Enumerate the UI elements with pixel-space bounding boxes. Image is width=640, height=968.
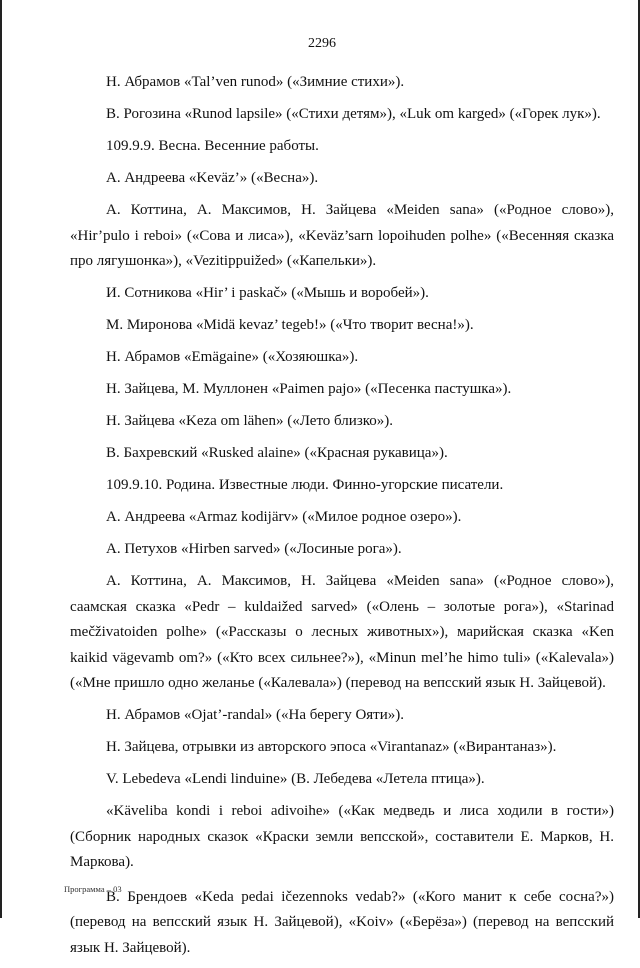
paragraph: Н. Абрамов «Tal’ven runod» («Зимние стихи»). [106, 74, 405, 90]
paragraph: «Käveliba kondi i reboi adivoihe» («Как медведь и лиса ходили в гости») (Сборник народных сказок «Краски земли вепсской», составители Е. Марков, Н. Маркова). [70, 803, 614, 870]
paragraph: В. Брендоев «Keda pedai ičezennoks vedab?» («Кого манит к себе сосна?») (перевод на вепсский язык Н. Зайцевой), «Koiv» («Берёза») (перевод на вепсский язык Н. Зайцевой). [70, 888, 614, 956]
paragraph: А. Коттина, А. Максимов, Н. Зайцева «Meiden sana» («Родное слово»), саамская сказка «Pedr – kuldaižed sarved» («Олень – золотые рога»), «Starinad mečživatoiden polhe» («Рассказы о лесных животных»), марийская сказка «Ken kaikid vägevamb om?» («Кто всех сильнее?»), «Minun mel’he himo tuli» («Kalevala») («Мне пришло одно желанье («Калевала») (перевод на вепсский язык Н. Зайцевой). [70, 573, 614, 691]
page-number: 2296 [308, 36, 336, 51]
page-footer: Программа – 03 [64, 884, 122, 894]
paragraph: И. Сотникова «Hir’ i paskač» («Мышь и воробей»). [106, 285, 429, 301]
paragraph: Н. Зайцева, отрывки из авторского эпоса «Virantanaz» («Вирантаназ»). [106, 739, 557, 755]
paragraph: М. Миронова «Midä kevaz’ tegeb!» («Что творит весна!»). [106, 317, 474, 333]
document-body [70, 70, 614, 968]
section-heading: 109.9.9. Весна. Весенние работы. [106, 138, 319, 154]
paragraph: А. Андреева «Keväz’» («Весна»). [106, 170, 319, 186]
paragraph: V. Lebedeva «Lendi linduine» (В. Лебедева «Летела птица»). [106, 771, 485, 787]
section-heading: 109.9.10. Родина. Известные люди. Финно-угорские писатели. [106, 477, 504, 493]
paragraph: Н. Зайцева, М. Муллонен «Paimen pajo» («Песенка пастушка»). [106, 381, 512, 397]
paragraph: Н. Абрамов «Ojat’-randal» («На берегу Ояти»). [106, 707, 405, 723]
paragraph: В. Рогозина «Runod lapsile» («Стихи детям»), «Luk om karged» («Горек лук»). [106, 106, 601, 122]
paragraph: Н. Зайцева «Keza om lähen» («Лето близко»). [106, 413, 394, 429]
paragraph: В. Бахревский «Rusked alaine» («Красная рукавица»). [106, 445, 448, 461]
paragraph: Н. Абрамов «Emägaine» («Хозяюшка»). [106, 349, 359, 365]
paragraph: А. Петухов «Hirben sarved» («Лосиные рога»). [106, 541, 402, 557]
paragraph: А. Коттина, А. Максимов, Н. Зайцева «Meiden sana» («Родное слово»), «Hir’pulo i reboi» («Сова и лиса»), «Keväz’sarn lopoihuden polhe» («Весенняя сказка про лягушонка»), «Vezitippuižed» («Капельки»). [70, 202, 614, 269]
paragraph: А. Андреева «Armaz kodijärv» («Милое родное озеро»). [106, 509, 462, 525]
